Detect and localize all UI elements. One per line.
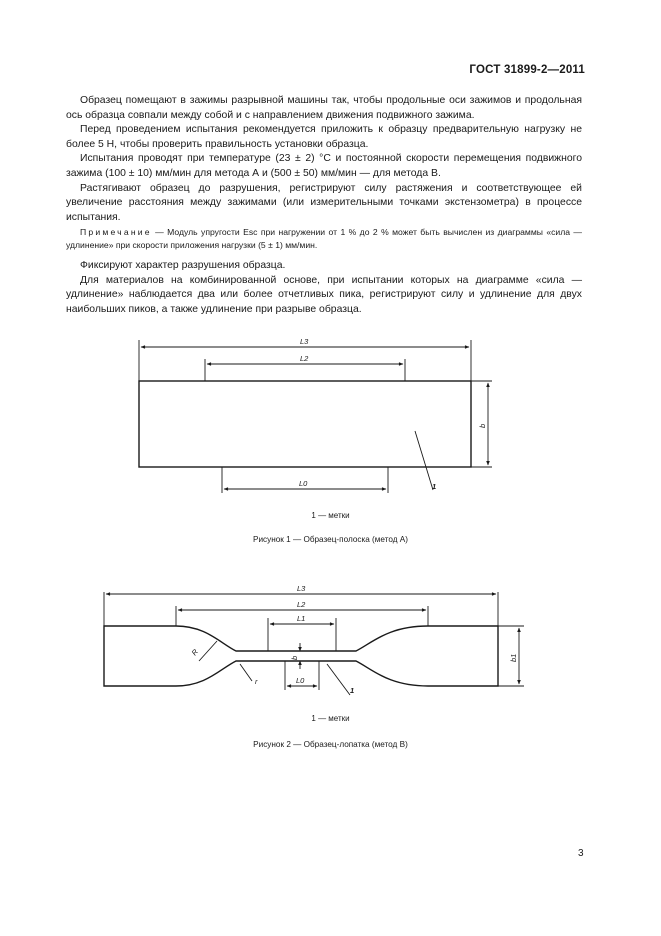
- fig2-small-r-leader: [240, 664, 252, 681]
- fig2-label-r-small: r: [255, 677, 258, 686]
- fig1-label-b: b: [478, 423, 487, 428]
- fig1-label-l2: L2: [300, 354, 309, 363]
- fig1-label-l0: L0: [299, 479, 308, 488]
- fig1-strip: [139, 381, 471, 467]
- fig2-label-marker: 1: [350, 686, 355, 695]
- page-number: 3: [578, 848, 584, 859]
- fig2-label-r-large: R: [189, 647, 201, 658]
- paragraph: Образец помещают в зажимы разрывной машины так, чтобы продольные оси зажимов и продольная ось образца совпали между собой и с направлением движения подвижного зажима.: [66, 95, 582, 121]
- fig1-marker-leader: [415, 431, 433, 490]
- fig2-label-l0: L0: [296, 676, 305, 685]
- fig2-label-l2: L2: [297, 600, 306, 609]
- fig1-legend: 1 — метки: [311, 511, 350, 520]
- fig2-label-l3: L3: [297, 584, 306, 593]
- fig2-label-b: b: [290, 655, 299, 660]
- fig2-legend: 1 — метки: [311, 714, 350, 723]
- note-label: Примечание: [80, 227, 152, 237]
- fig1-label-l3: L3: [300, 337, 309, 346]
- paragraph: Перед проведением испытания рекомендуется приложить к образцу предварительную нагрузку не более 5 Н, чтобы проверить правильность установки образца.: [66, 124, 582, 150]
- paragraph: Испытания проводят при температуре (23 ± 2) °С и постоянной скорости перемещения подвижного зажима (100 ± 10) мм/мин для метода А и (500 ± 50) мм/мин — для метода В.: [66, 153, 582, 179]
- fig1-label-marker: 1: [432, 482, 437, 491]
- fig2-r-leader: [199, 641, 217, 661]
- fig2-label-l1: L1: [297, 614, 306, 623]
- note-text: — Модуль упругости Esc при нагружении от 1 % до 2 % может быть вычислен из диаграммы «сила — удлинение» при скорости приложения нагрузки (5 ± 1) мм/мин.: [66, 227, 582, 250]
- fig2-label-b1: b1: [509, 653, 518, 662]
- standard-number: ГОСТ 31899-2—2011: [469, 64, 585, 76]
- paragraph: Растягивают образец до разрушения, регистрируют силу растяжения и соответствующее ей увеличение расстояния между зажимами (или измерительными точками экстензометра) в процессе испытания.: [66, 182, 582, 223]
- paragraph: Для материалов на комбинированной основе, при испытании которых на диаграмме «сила — удлинение» наблюдается два или более отчетливых пика, регистрируют силу и удлинение для двух наибольших пиков, а также удлинение при разрыве образца.: [66, 274, 582, 315]
- fig1-caption: Рисунок 1 — Образец-полоска (метод А): [253, 535, 408, 544]
- fig2-caption: Рисунок 2 — Образец-лопатка (метод В): [253, 740, 408, 749]
- paragraph: Фиксируют характер разрушения образца.: [80, 260, 286, 271]
- fig2-marker-leader: [327, 664, 350, 695]
